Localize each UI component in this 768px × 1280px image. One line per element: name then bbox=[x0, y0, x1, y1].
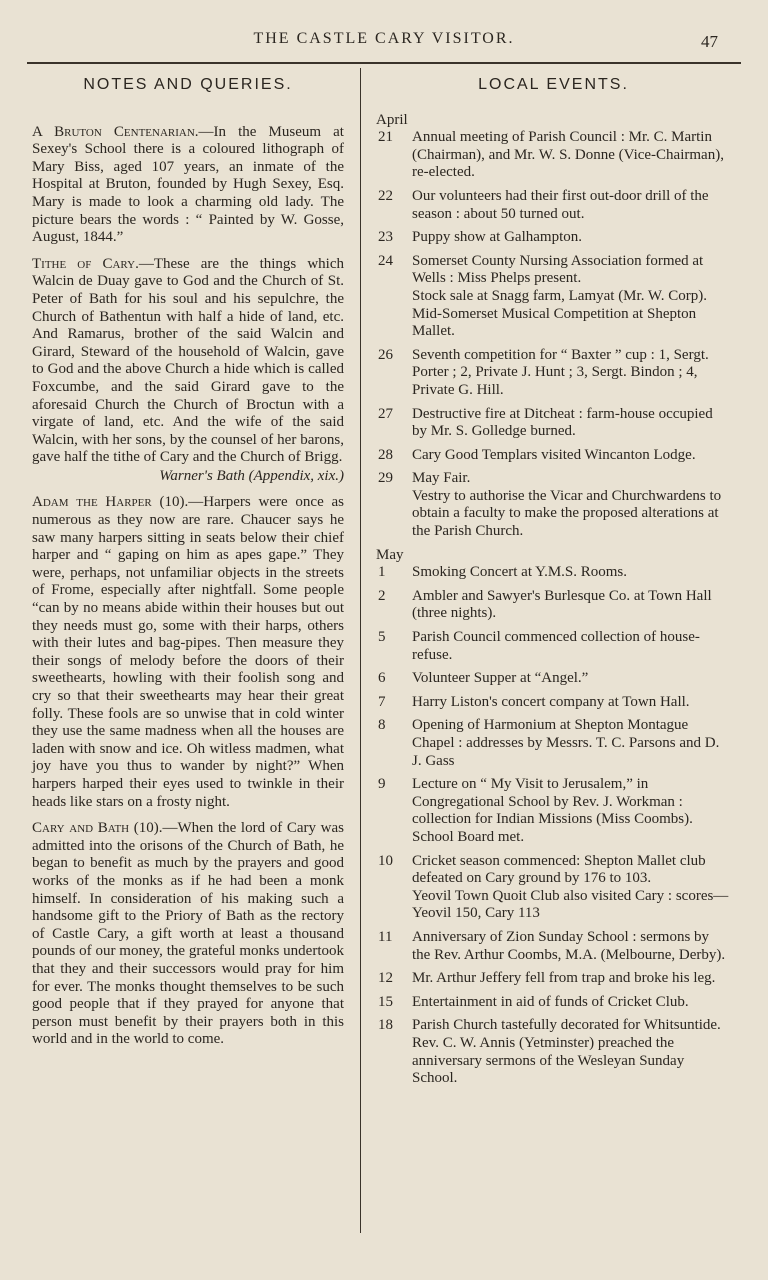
note-paragraph bbox=[32, 494, 344, 811]
event-entry bbox=[376, 470, 731, 540]
event-line: Anniversary of Zion Sunday School : sermons by the Rev. Arthur Coombs, M.A. (Melbourne, Derby). bbox=[412, 928, 726, 963]
event-line: Rev. C. W. Annis (Yetminster) preached the anniversary sermons of the Wesleyan Sunday School. bbox=[412, 1034, 685, 1087]
event-entry bbox=[376, 564, 731, 582]
event-day: 15 bbox=[378, 993, 393, 1010]
event-line: Yeovil Town Quoit Club also visited Cary : scores—Yeovil 150, Cary 113 bbox=[412, 887, 729, 922]
event-entry bbox=[376, 406, 731, 441]
events-list bbox=[376, 112, 731, 1088]
event-day: 27 bbox=[378, 405, 393, 422]
event-line: Opening of Harmonium at Shepton Montague Chapel : addresses by Messrs. T. C. Parsons and D. J. Gass bbox=[412, 717, 720, 769]
event-entry bbox=[376, 929, 731, 964]
note-text: (10).—Harpers were once as numerous as they now are rare. Chaucer says he saw many harpers sitting in seats below their chief harper and “ gaping on him as apes gape.” They were, perhaps, not unfamiliar objects in the streets of Frome, especially after nightfall. Some people “can by no means abide within their houses but out they needs must go, some with their harps, others with their lutes and bag-pipes. Then measure they their songs of melody before the doors of their sweethearts, howling with their foolish song and cry so that their sweethearts may hear their great folly. These fools are so unwise that in cold winter they use the same madness when all the houses are laden with snow and ice. Oh witless madmen, what joy have you thus to wander by night?” When harpers harped their eyes used to twinkle in their heads like stars on a frosty night. bbox=[32, 494, 345, 810]
event-day: 5 bbox=[378, 629, 386, 646]
page-number: 47 bbox=[701, 32, 718, 51]
event-line: Somerset County Nursing Association formed at Wells : Miss Phelps present. bbox=[412, 252, 704, 287]
event-line: Harry Liston's concert company at Town Hall. bbox=[412, 693, 690, 710]
event-day: 7 bbox=[378, 693, 386, 710]
event-line: Volunteer Supper at “Angel.” bbox=[412, 670, 589, 687]
event-line: School Board met. bbox=[412, 828, 525, 845]
event-description bbox=[412, 253, 731, 341]
event-line: Cricket season commenced: Shepton Mallet club defeated on Cary ground by 176 to 103. bbox=[412, 852, 706, 887]
event-day: 23 bbox=[378, 229, 393, 246]
event-entry bbox=[376, 129, 731, 182]
event-entry bbox=[376, 994, 731, 1012]
event-description bbox=[412, 229, 731, 247]
event-description bbox=[412, 994, 731, 1012]
event-day: 11 bbox=[378, 928, 393, 945]
note-paragraph bbox=[32, 124, 344, 247]
event-day: 12 bbox=[378, 970, 393, 987]
event-day: 10 bbox=[378, 852, 393, 869]
event-entry bbox=[376, 188, 731, 223]
event-line: Mr. Arthur Jeffery fell from trap and broke his leg. bbox=[412, 970, 716, 987]
event-entry bbox=[376, 717, 731, 770]
event-entry bbox=[376, 853, 731, 923]
event-day: 29 bbox=[378, 470, 393, 487]
local-events-column bbox=[376, 76, 731, 1094]
note-lead: Adam the Harper bbox=[32, 494, 152, 511]
event-line: Parish Church tastefully decorated for Whitsuntide. bbox=[412, 1017, 721, 1034]
event-description bbox=[412, 717, 731, 770]
event-line: Lecture on “ My Visit to Jerusalem,” in Congregational School by Rev. J. Workman : collection for Indian Missions (Miss Coombs). bbox=[412, 776, 693, 828]
event-day: 6 bbox=[378, 670, 386, 687]
month-label: April bbox=[376, 111, 408, 128]
event-line: Annual meeting of Parish Council : Mr. C. Martin (Chairman), and Mr. W. S. Donne (Vice-Chairman), re-elected. bbox=[412, 129, 724, 181]
event-description bbox=[412, 447, 731, 465]
note-paragraph bbox=[32, 256, 344, 467]
event-description bbox=[412, 1017, 731, 1087]
event-entry bbox=[376, 670, 731, 688]
event-day: 26 bbox=[378, 346, 393, 363]
event-description bbox=[412, 970, 731, 988]
event-description bbox=[412, 188, 731, 223]
event-entry bbox=[376, 588, 731, 623]
event-day: 22 bbox=[378, 187, 393, 204]
header-rule bbox=[27, 62, 741, 64]
notes-and-queries-column bbox=[32, 76, 344, 1058]
event-day: 1 bbox=[378, 564, 386, 581]
event-line: Smoking Concert at Y.M.S. Rooms. bbox=[412, 564, 628, 581]
event-description bbox=[412, 470, 731, 540]
event-entry bbox=[376, 776, 731, 846]
event-description bbox=[412, 694, 731, 712]
note-paragraph bbox=[32, 820, 344, 1049]
event-description bbox=[412, 406, 731, 441]
event-description bbox=[412, 853, 731, 923]
event-description bbox=[412, 129, 731, 182]
event-description bbox=[412, 929, 731, 964]
event-day: 18 bbox=[378, 1017, 393, 1034]
event-line: Seventh competition for “ Baxter ” cup : 1, Sergt. Porter ; 2, Private J. Hunt ; 3, Sergt. Bindon ; 4, Private G. Hill. bbox=[412, 346, 709, 398]
event-entry bbox=[376, 229, 731, 247]
event-description bbox=[412, 564, 731, 582]
event-line: Mid-Somerset Musical Competition at Shepton Mallet. bbox=[412, 305, 697, 340]
event-line: Destructive fire at Ditcheat : farm-house occupied by Mr. S. Golledge burned. bbox=[412, 405, 713, 440]
event-line: Stock sale at Snagg farm, Lamyat (Mr. W. Corp). bbox=[412, 287, 707, 304]
event-description bbox=[412, 588, 731, 623]
column-rule bbox=[360, 68, 361, 1233]
running-head bbox=[0, 30, 768, 54]
event-entry bbox=[376, 447, 731, 465]
event-day: 24 bbox=[378, 252, 393, 269]
event-entry bbox=[376, 1017, 731, 1087]
event-line: Our volunteers had their first out-door drill of the season : about 50 turned out. bbox=[412, 187, 709, 222]
event-line: Cary Good Templars visited Wincanton Lodge. bbox=[412, 446, 696, 463]
event-entry bbox=[376, 970, 731, 988]
event-entry bbox=[376, 694, 731, 712]
event-description bbox=[412, 670, 731, 688]
event-entry bbox=[376, 253, 731, 341]
note-lead: Tithe of Cary. bbox=[32, 255, 139, 272]
event-line: Puppy show at Galhampton. bbox=[412, 229, 582, 246]
note-text: —These are the things which Walcin de Duay gave to God and the Church of St. Peter of Bath for his soul and his sepulchre, the Church of Bathentun with half a hide of land, etc. And Ramarus, brother of the said Walcin and Girard, Steward of the household of Walcin, gave to God and the above Church a hide which is called Foxcumbe, and the said Girard gave to the aforesaid Church the Church of Broctun with a virgate of land, etc. And the wife of the said Walcin, with her sons, by the counsel of her barons, gave half the tithe of Cary and the Church of Brigg. bbox=[32, 255, 344, 466]
event-day: 2 bbox=[378, 587, 386, 604]
notes-heading: NOTES AND QUERIES. bbox=[83, 76, 293, 93]
running-title: THE CASTLE CARY VISITOR. bbox=[253, 30, 515, 47]
event-line: Ambler and Sawyer's Burlesque Co. at Town Hall (three nights). bbox=[412, 587, 712, 622]
note-lead: Cary and Bath bbox=[32, 820, 130, 837]
event-line: May Fair. bbox=[412, 470, 471, 487]
event-description bbox=[412, 347, 731, 400]
event-line: Entertainment in aid of funds of Cricket Club. bbox=[412, 993, 689, 1010]
events-heading: LOCAL EVENTS. bbox=[478, 76, 629, 93]
event-entry bbox=[376, 629, 731, 664]
note-text: (10).—When the lord of Cary was admitted into the orisons of the Church of Bath, he began to benefit as much by the prayers and good works of the monks as if he had been a monk himself. In consideration of his making such a handsome gift to the Priory of Bath as the rectory of Castle Cary, a gift worth at least a thousand pounds of our money, the grateful monks undertook that they and their successors would pray for him for ever. The monks thought themselves to be such good people that if they prayed for anyone that person must benefit by their prayers both in this world and in the world to come. bbox=[32, 820, 344, 1048]
event-entry bbox=[376, 347, 731, 400]
event-day: 9 bbox=[378, 776, 386, 793]
note-text: —In the Museum at Sexey's School there is a coloured lithograph of Mary Biss, aged 107 years, an inmate of the Hospital at Bruton, founded by Hugh Sexey, Esq. Mary is made to look a charming old lady. The picture bears the words : “ Painted by W. Gosse, August, 1844.” bbox=[32, 123, 344, 246]
month-label: May bbox=[376, 546, 404, 563]
event-day: 28 bbox=[378, 446, 393, 463]
event-line: Parish Council commenced collection of house-refuse. bbox=[412, 629, 700, 663]
event-description bbox=[412, 629, 731, 664]
event-line: Vestry to authorise the Vicar and Churchwardens to obtain a faculty to make the proposed alterations at the Parish Church. bbox=[412, 487, 722, 540]
event-description bbox=[412, 776, 731, 846]
note-attribution: Warner's Bath (Appendix, xix.) bbox=[159, 467, 344, 484]
event-day: 21 bbox=[378, 129, 393, 146]
note-lead: A Bruton Centenarian. bbox=[32, 123, 199, 140]
event-day: 8 bbox=[378, 717, 386, 734]
